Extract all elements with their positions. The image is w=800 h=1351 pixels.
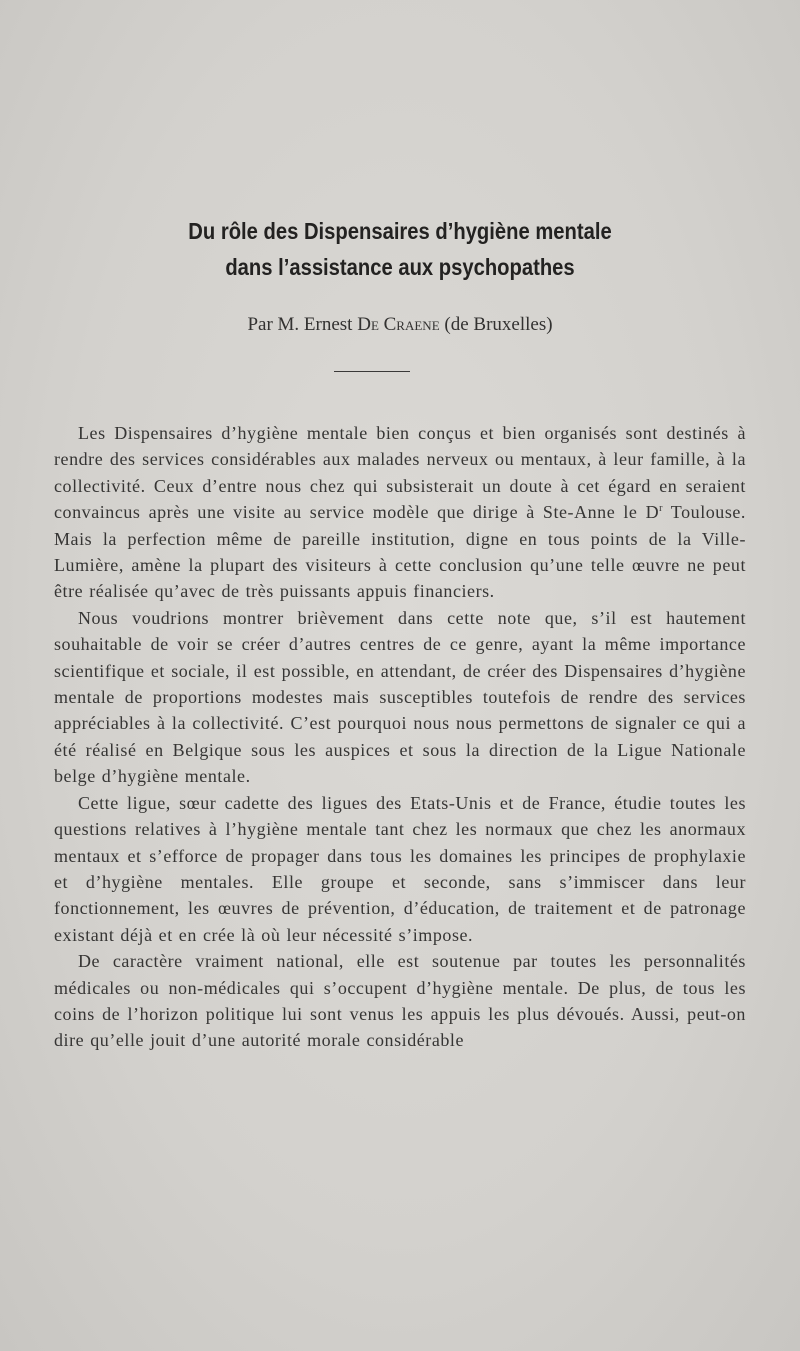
article-title-line-2: dans l’assistance aux psychopathes — [225, 254, 575, 280]
paragraph-4: De caractère vraiment national, elle est soutenue par toutes les personnalités médicales ou non-médicales qui s’occupent d’hygiène mentale. De plus, de tous les coins de l’horizon politique lui sont venus les appuis les plus dévoués. Aussi, peut-on dire qu’elle jouit d’une autorité morale considérable — [54, 951, 746, 1051]
paragraph-1 — [54, 420, 746, 605]
author-byline — [0, 313, 800, 337]
author-surname: De Craene — [357, 314, 440, 335]
article-title-line-1: Du rôle des Dispensaires d’hygiène mentale — [188, 218, 612, 244]
paragraph-1-text-a: Les Dispensaires d’hygiène mentale bien conçus et bien organisés sont destinés à rendre des services considérables aux malades nerveux ou mentaux, à leur famille, à la collectivité. Ceux d’entre nous chez qui subsisterait un doute à cet égard en seraient convaincus après une visite au service modèle que dirige à Ste-Anne le D — [54, 423, 746, 523]
article-body — [54, 420, 746, 1054]
separator-rule — [334, 371, 410, 372]
paragraph-2: Nous voudrions montrer brièvement dans cette note que, s’il est hautement souhaitable de voir se créer d’autres centres de ce genre, ayant la même importance scientifique et sociale, il est possible, en attendant, de créer des Dispensaires d’hygiène mentale de proportions modestes mais susceptibles toutefois de rendre des services appréciables à la collectivité. C’est pourquoi nous nous permettons de signaler ce qui a été réalisé en Belgique sous les auspices et sous la direction de la Ligue Nationale belge d’hygiène mentale. — [54, 607, 746, 787]
byline-suffix: (de Bruxelles) — [439, 314, 553, 335]
paragraph-3: Cette ligue, sœur cadette des ligues des Etats-Unis et de France, étudie toutes les questions relatives à l’hygiène mentale tant chez les normaux que chez les anormaux mentaux et s’efforce de propager dans tous les domaines les principes de prophylaxie et d’hygiène mentales. Elle groupe et seconde, sans s’immiscer dans leur fonctionnement, les œuvres de prévention, d’éducation, de traitement et de patronage existant déjà et en crée là où leur nécessité s’impose. — [54, 792, 746, 945]
doctor-superscript: r — [659, 503, 664, 515]
byline-prefix: Par M. Ernest — [247, 314, 358, 335]
article-title — [56, 213, 744, 285]
paragraph-1-text-b: Toulouse. Mais la perfection même de pareille institution, digne en tous points de la Ville-Lumière, amène la plupart des visiteurs à cette conclusion qu’une telle œuvre ne peut être réalisée qu’avec de très puissants appuis financiers. — [54, 502, 746, 602]
